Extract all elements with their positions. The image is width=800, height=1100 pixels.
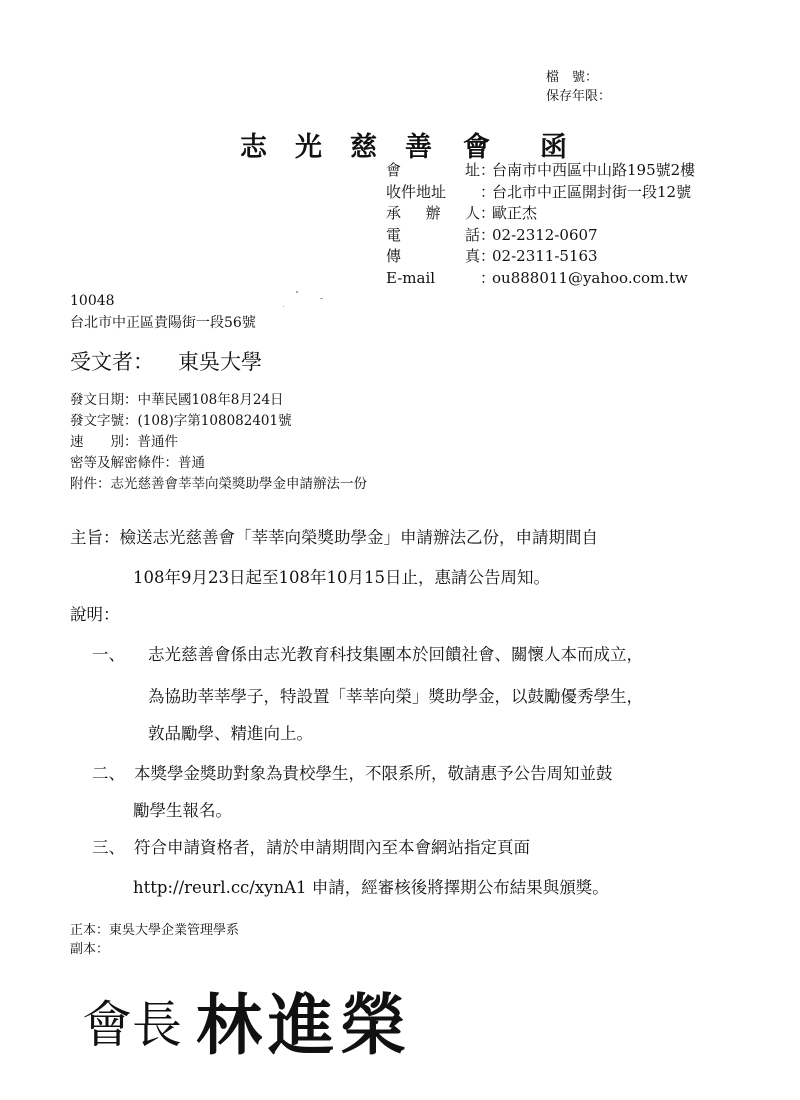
subject-line-2: 108年9月23日起至108年10月15日止，惠請公告周知。 xyxy=(133,568,550,587)
item-line: 敦品勵學、精進向上。 xyxy=(148,724,313,743)
title-char: 會 xyxy=(463,132,490,163)
contact-value: 02-2312-0607 xyxy=(492,225,598,244)
scan-speck xyxy=(320,298,323,299)
title-char: 光 xyxy=(295,132,322,163)
contact-address-row: 會 址 ： 台南市中西區中山路195號2樓 xyxy=(386,160,695,182)
explanation-label: 說明： xyxy=(70,605,120,624)
title-char: 慈 xyxy=(350,132,377,163)
sender-contact-block xyxy=(386,160,695,289)
contact-email-row: E-mail ： ou888011@yahoo.com.tw xyxy=(386,268,695,290)
letter-title xyxy=(0,125,800,163)
item-line: 志光慈善會係由志光教育科技集團本於回饋社會、關懷人本而成立， xyxy=(148,645,643,664)
contact-label: 電 話 xyxy=(386,225,480,244)
subject-line-1: 主旨：檢送志光慈善會「莘莘向榮獎助學金」申請辦法乙份，申請期間自 xyxy=(70,528,598,547)
contact-label: 會 址 xyxy=(386,161,480,179)
item-line: 為協助莘莘學子，特設置「莘莘向榮」獎助學金，以鼓勵優秀學生， xyxy=(148,687,643,706)
postal-code: 10048 xyxy=(70,293,115,309)
secrecy-level: 密等及解密條件：普通 xyxy=(70,455,205,471)
document-info xyxy=(70,390,367,495)
contact-label: 承 辦 人 xyxy=(386,204,480,222)
duplicate-copy-recipient: 副本： xyxy=(70,942,110,957)
contact-phone-row: 電 話 ： 02-2312-0607 xyxy=(386,225,695,247)
contact-handler-row: 承 辦 人 ： 歐正杰 xyxy=(386,203,695,225)
item-number: 二、 xyxy=(92,764,125,783)
contact-value: 台北市中正區開封街一段12號 xyxy=(492,182,692,201)
contact-value: 歐正杰 xyxy=(492,204,538,222)
contact-mail-address-row: 收件地址 ： 台北市中正區開封街一段12號 xyxy=(386,182,695,204)
signature-title: 會長 xyxy=(82,996,182,1054)
original-copy-recipient: 正本：東吳大學企業管理學系 xyxy=(70,923,240,938)
contact-label: E-mail xyxy=(386,268,436,287)
scan-speck xyxy=(296,291,298,293)
title-char: 志 xyxy=(240,132,267,163)
retention-period-label: 保存年限： xyxy=(546,89,612,104)
contact-label: 收件地址 xyxy=(386,182,447,201)
recipient-label: 受文者： xyxy=(70,350,154,374)
item-line: 符合申請資格者，請於申請期間內至本會網站指定頁面 xyxy=(134,838,530,857)
item-line: 本獎學金獎助對象為貴校學生，不限系所，敬請惠予公告周知並鼓 xyxy=(134,764,613,783)
contact-value: 台南市中西區中山路195號2樓 xyxy=(492,161,696,179)
contact-value: ou888011@yahoo.com.tw xyxy=(492,268,688,287)
signature-name: 林進榮 xyxy=(196,987,412,1064)
recipient-street-address: 台北市中正區貴陽街一段56號 xyxy=(70,315,256,331)
attachment: 附件：志光慈善會莘莘向榮獎助學金申請辦法一份 xyxy=(70,476,367,492)
contact-value: 02-2311-5163 xyxy=(492,247,598,265)
item-line: 勵學生報名。 xyxy=(133,801,232,820)
item-number: 三、 xyxy=(92,838,125,857)
scan-speck xyxy=(283,306,284,307)
issue-date: 發文日期：中華民國108年8月24日 xyxy=(70,392,284,408)
contact-fax-row: 傳 真 ： 02-2311-5163 xyxy=(386,246,695,268)
document-number: 發文字號：(108)字第108082401號 xyxy=(70,413,292,429)
contact-label: 傳 真 xyxy=(386,247,480,265)
recipient-name: 東吳大學 xyxy=(178,350,262,374)
item-number: 一、 xyxy=(92,645,125,664)
title-char: 善 xyxy=(405,132,432,163)
title-char: 函 xyxy=(540,132,567,163)
delivery-speed: 速 別：普通件 xyxy=(70,434,178,450)
item-line: http://reurl.cc/xynA1 申請，經審核後將擇期公布結果與頒獎。 xyxy=(133,878,609,897)
file-number-label: 檔 號： xyxy=(546,70,599,85)
